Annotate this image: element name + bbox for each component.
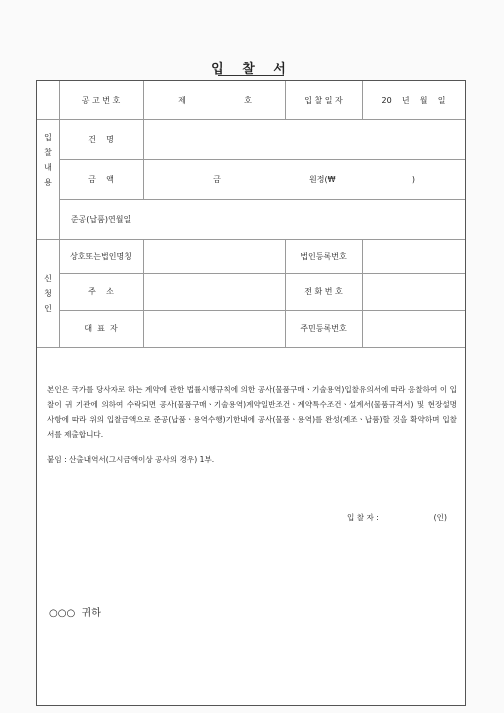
bid-statement: 본인은 국가를 당사자로 하는 계약에 관한 법률시행규칙에 의한 공사(물품구매ㆍ기술용역)입찰유의서에 따라 응찰하여 이 입찰이 귀 기관에 의하여 수락되면 공사(물품구매ㆍ기술용역)계약일반조건ㆍ계약특수조건ㆍ설계서(물품규격서) 및 현장설명사항에 따라 위의 입찰금액으로 준공(납품ㆍ용역수행)기한내에 공사(물품ㆍ용역)를 완성(제조ㆍ납품)할 것을 확약하며 입찰서를 제출합니다.: [47, 385, 457, 439]
bid-form: [36, 80, 466, 706]
amount-korean: 금: [213, 174, 221, 184]
corp-registration-label: 법인등록번호: [300, 251, 347, 261]
section-char: 신: [44, 273, 52, 283]
notice-number-prefix: 제: [178, 95, 186, 105]
bidder-signature-line: [347, 512, 447, 523]
representative-label: 대 표 자: [84, 324, 118, 333]
company-name-field[interactable]: [144, 239, 285, 273]
section-char: 청: [44, 288, 52, 298]
bid-date-value: 20 년 월 일: [381, 95, 446, 105]
section-char: 인: [44, 303, 52, 313]
row-divider: [37, 347, 465, 348]
corp-registration-field[interactable]: [363, 239, 465, 273]
company-name-label: 상호또는법인명칭: [70, 251, 132, 261]
section-char: 찰: [44, 148, 52, 157]
resident-registration-label: 주민등록번호: [300, 324, 347, 333]
completion-date-label: 준공(납품)연월일: [70, 214, 132, 224]
phone-label: 전 화 번 호: [304, 287, 343, 296]
representative-field[interactable]: [144, 310, 285, 347]
applicant-section-label: [37, 239, 59, 347]
phone-field[interactable]: [363, 273, 465, 310]
bid-date-label: 입 찰 일 자: [304, 95, 343, 105]
address-field[interactable]: [144, 273, 285, 310]
document-title: 입 찰 서: [211, 62, 293, 77]
project-name-field[interactable]: [144, 119, 465, 159]
amount-label: 금 액: [88, 174, 114, 184]
bid-content-section-label: [37, 81, 59, 239]
section-char: 내: [44, 163, 52, 172]
seal-mark: (인): [433, 513, 447, 522]
attachment-note: 붙임 : 산출내역서(그시금액이상 공사의 경우) 1부.: [47, 455, 215, 464]
resident-registration-field[interactable]: [363, 310, 465, 347]
completion-date-field[interactable]: [144, 199, 465, 239]
address-label: 주 소: [88, 287, 114, 296]
title-underline: [218, 75, 284, 76]
addressee: ○○○ 귀하: [49, 608, 101, 619]
bidder-label: 입 찰 자 :: [347, 513, 379, 522]
section-char: 입: [44, 133, 52, 142]
section-char: 용: [44, 178, 52, 187]
notice-number-suffix: 호: [244, 95, 252, 105]
amount-won: 원정(₩ ): [309, 174, 415, 184]
project-name-label: 건 명: [88, 134, 114, 144]
notice-number-label: 공 고 번 호: [81, 95, 121, 105]
